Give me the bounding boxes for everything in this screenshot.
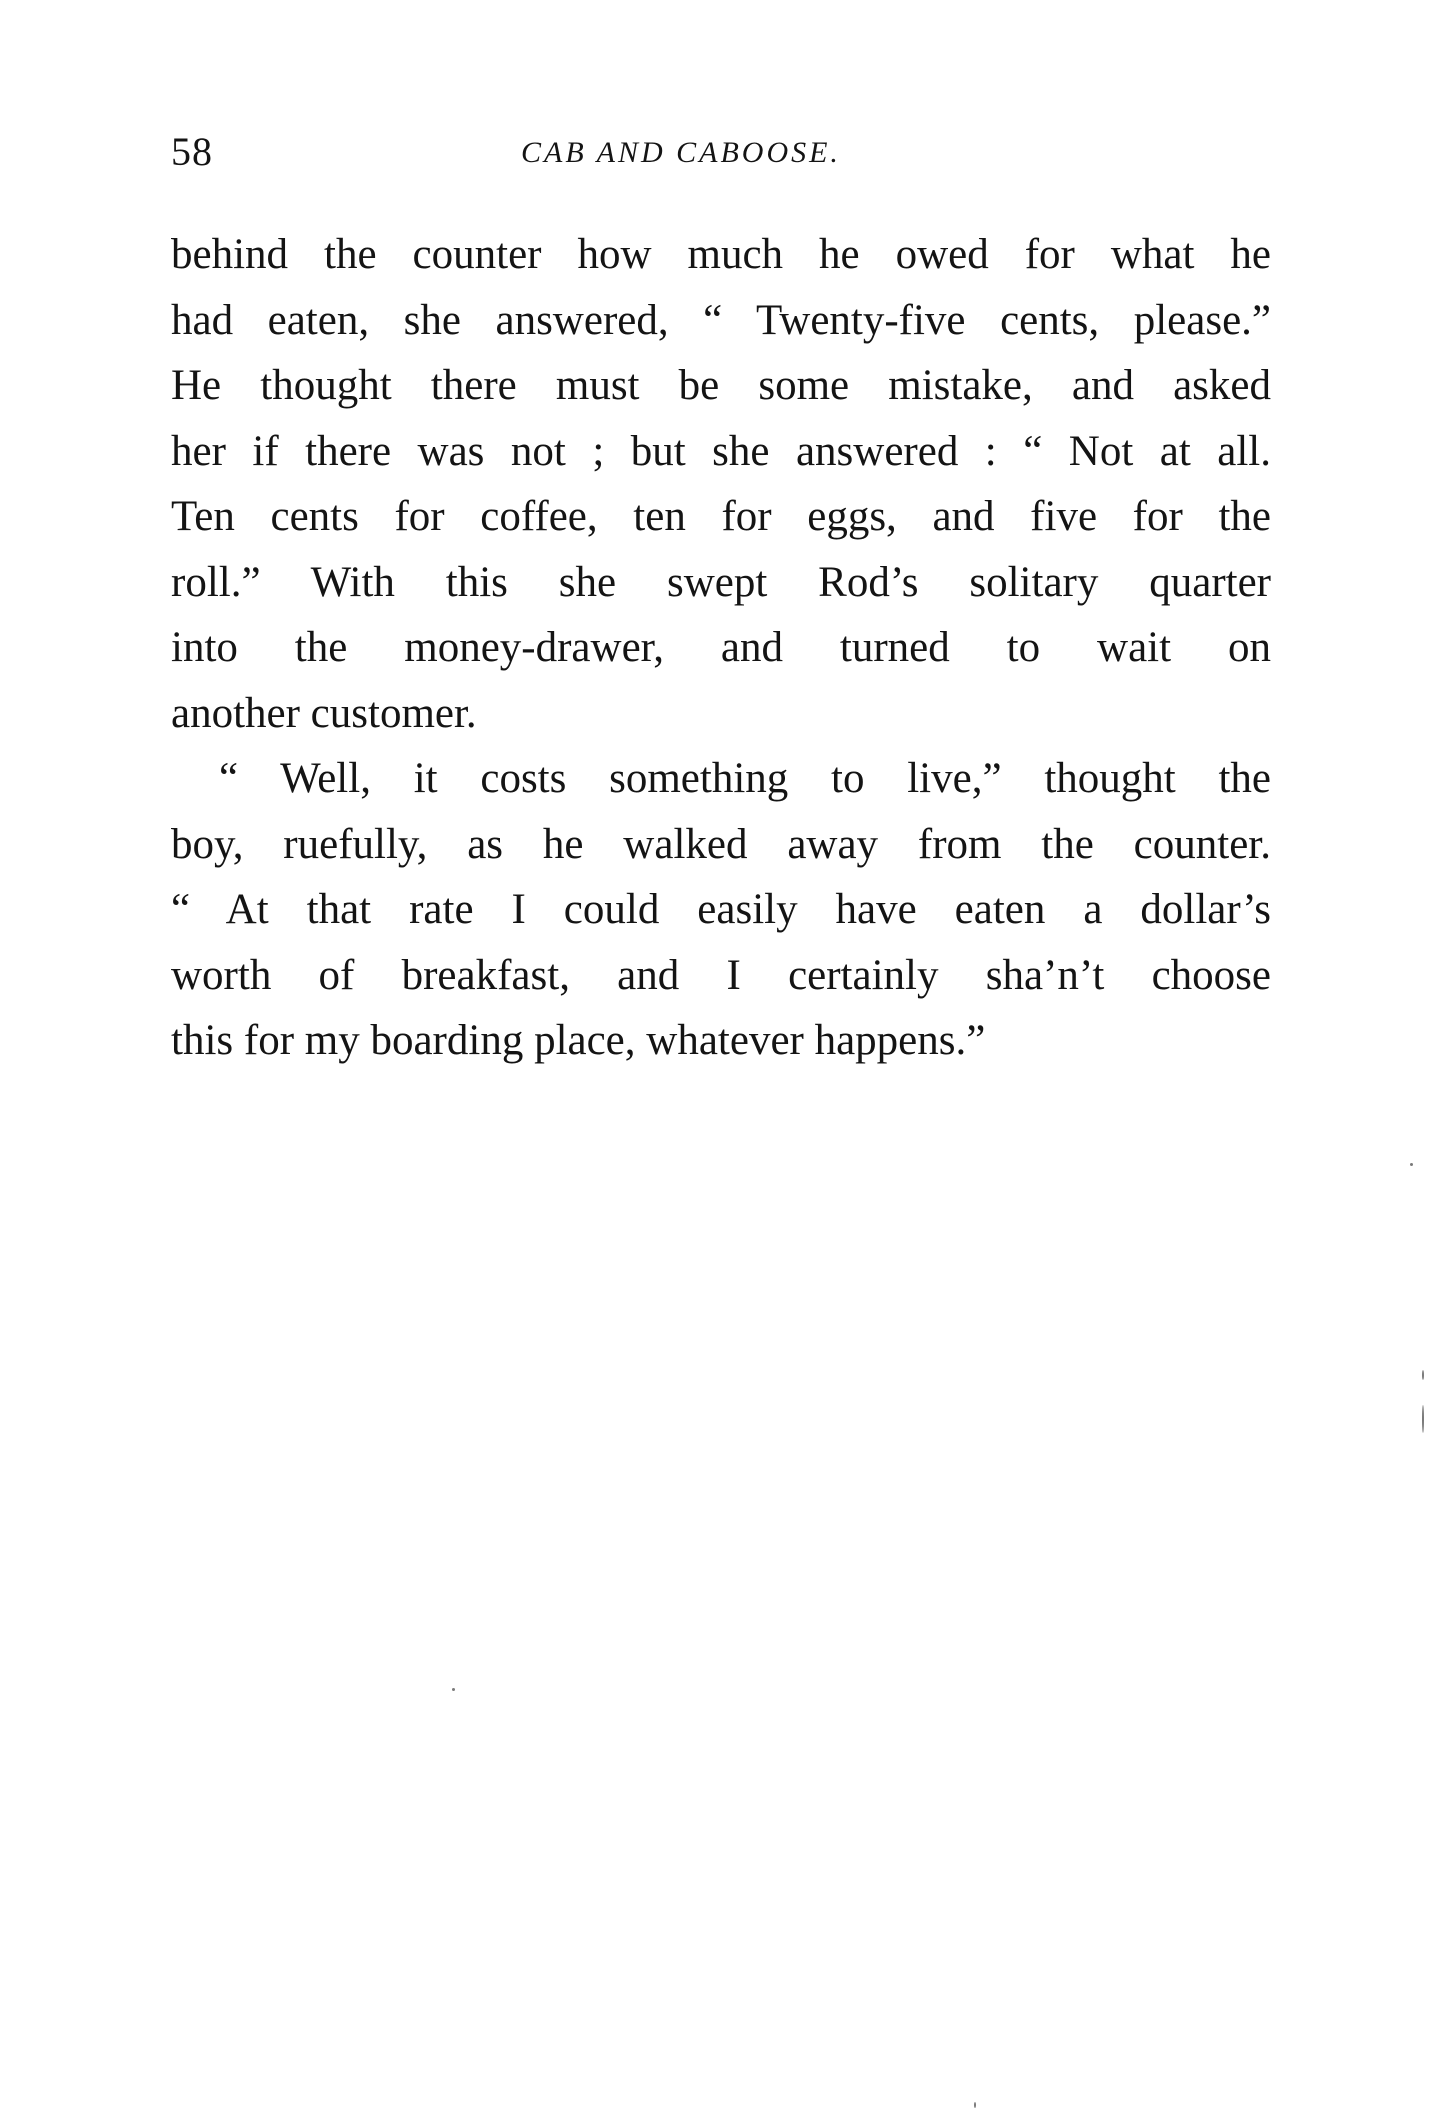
text-line: this for my boarding place, whatever happens.”	[171, 1017, 986, 1064]
text-line: roll.” With this she swept Rod’s solitary quarter	[171, 558, 1271, 606]
text-line: “ Well, it costs something to live,” thought the	[219, 755, 1271, 802]
text-line: boy, ruefully, as he walked away from the counter.	[171, 820, 1271, 868]
body-text	[171, 222, 1271, 1074]
paper-speck	[974, 2102, 976, 2108]
text-line: into the money-drawer, and turned to wait on	[171, 624, 1271, 671]
paper-speck	[1422, 1405, 1424, 1433]
page-number: 58	[171, 129, 213, 174]
text-line: He thought there must be some mistake, and asked	[171, 362, 1271, 409]
paper-speck	[452, 1688, 455, 1691]
running-head	[171, 128, 1271, 188]
paper-speck	[1410, 1163, 1413, 1166]
text-line: worth of breakfast, and I certainly sha’n’t choose	[171, 951, 1271, 999]
paper-speck	[1422, 1370, 1424, 1380]
running-title: CAB AND CABOOSE.	[521, 136, 841, 169]
text-line: another customer.	[171, 689, 477, 737]
text-line: “ At that rate I could easily have eaten a dollar’s	[171, 886, 1271, 933]
text-line: Ten cents for coffee, ten for eggs, and five for the	[171, 493, 1271, 540]
text-line: had eaten, she answered, “ Twenty-five cents, please.”	[171, 296, 1271, 344]
text-line: behind the counter how much he owed for what he	[171, 231, 1271, 278]
text-line: her if there was not ; but she answered : “ Not at all.	[171, 427, 1271, 475]
